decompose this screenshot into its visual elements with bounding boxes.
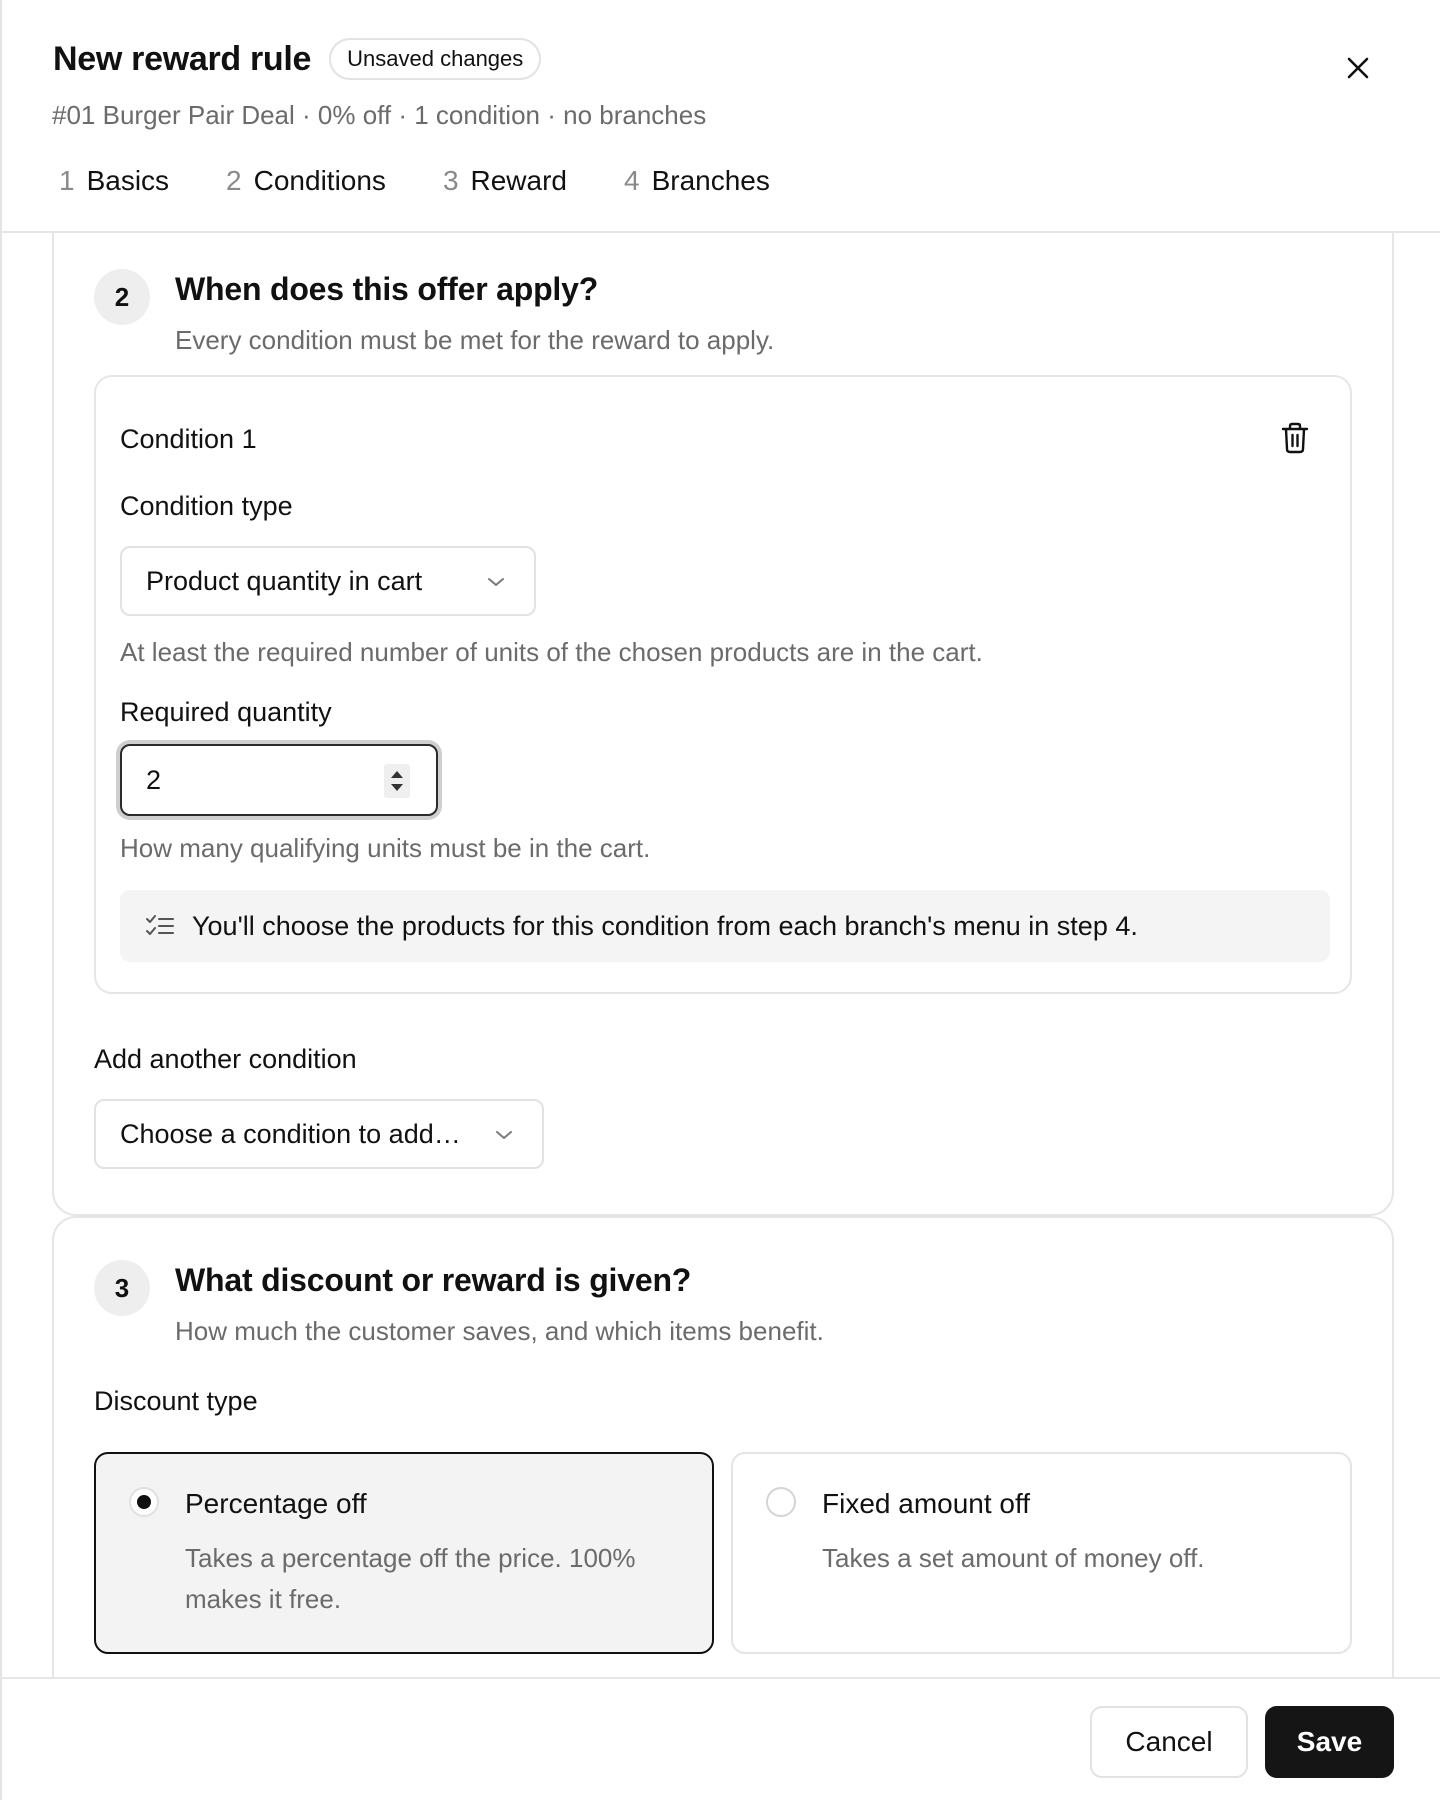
step-number: 2: [94, 269, 150, 325]
radio-unselected[interactable]: [766, 1487, 796, 1517]
tab-number: 4: [624, 165, 640, 196]
section-title: What discount or reward is given?: [175, 1262, 692, 1298]
step-number: 3: [94, 1260, 150, 1316]
required-quantity-input[interactable]: [120, 744, 438, 816]
tab-label: Conditions: [253, 165, 386, 196]
chevron-down-icon: [494, 1125, 514, 1145]
conditions-section: [52, 233, 1394, 1216]
condition-title: Condition 1: [120, 424, 257, 454]
condition-type-helper: At least the required number of units of the chosen products are in the cart.: [120, 637, 983, 667]
delete-condition-button[interactable]: [1279, 421, 1311, 455]
save-button[interactable]: Save: [1265, 1706, 1394, 1778]
page-title: New reward rule: [53, 39, 312, 78]
reward-section: [52, 1216, 1394, 1677]
unsaved-badge: Unsaved changes: [329, 38, 541, 80]
panel-header: [2, 0, 1440, 233]
tab-number: 1: [59, 165, 75, 196]
products-info-note: [120, 890, 1330, 962]
option-description: Takes a set amount of money off.: [822, 1543, 1205, 1573]
condition-type-select[interactable]: [120, 546, 536, 616]
chevron-down-icon: [486, 572, 506, 592]
trash-icon: [1279, 421, 1311, 455]
section-title: When does this offer apply?: [175, 271, 599, 307]
info-text: You'll choose the products for this condition from each branch's menu in step 4.: [192, 910, 1138, 941]
stepper-arrows-icon[interactable]: [384, 764, 410, 798]
rule-summary: #01 Burger Pair Deal · 0% off · 1 condition · no branches: [52, 100, 707, 130]
condition-card: [94, 375, 1352, 994]
required-quantity-value: 2: [146, 764, 162, 795]
option-fixed-amount-off[interactable]: [731, 1452, 1352, 1654]
option-title: Percentage off: [185, 1488, 367, 1519]
tab-label: Branches: [651, 165, 770, 196]
scroll-content[interactable]: [2, 233, 1440, 1677]
condition-type-value: Product quantity in cart: [146, 565, 423, 596]
step-tabs: [59, 165, 827, 197]
tab-number: 3: [442, 165, 459, 196]
tab-branches[interactable]: [624, 165, 770, 197]
required-quantity-helper: How many qualifying units must be in the cart.: [120, 833, 651, 863]
section-description: Every condition must be met for the reward to apply.: [175, 325, 775, 355]
option-title: Fixed amount off: [822, 1488, 1031, 1519]
add-condition-label: Add another condition: [94, 1044, 357, 1074]
tab-number: 2: [226, 165, 242, 196]
close-button[interactable]: [1342, 52, 1374, 84]
tab-basics[interactable]: [59, 165, 169, 197]
discount-type-label: Discount type: [94, 1386, 258, 1416]
tab-label: Reward: [470, 165, 567, 196]
close-icon: [1342, 52, 1374, 84]
tab-reward[interactable]: [443, 165, 567, 197]
required-quantity-label: Required quantity: [120, 697, 332, 727]
radio-selected[interactable]: [129, 1487, 159, 1517]
panel-footer: [2, 1677, 1440, 1800]
title-row: [53, 38, 541, 80]
cancel-button[interactable]: Cancel: [1090, 1706, 1248, 1778]
add-condition-placeholder: Choose a condition to add…: [120, 1118, 461, 1149]
option-percentage-off[interactable]: [94, 1452, 714, 1654]
option-description: Takes a percentage off the price. 100% makes it free.: [185, 1543, 636, 1614]
add-condition-select[interactable]: [94, 1099, 544, 1169]
section-description: How much the customer saves, and which items benefit.: [175, 1316, 824, 1346]
checklist-icon: [146, 914, 174, 938]
condition-type-label: Condition type: [120, 491, 293, 521]
tab-label: Basics: [86, 165, 170, 196]
tab-conditions[interactable]: [226, 165, 386, 197]
